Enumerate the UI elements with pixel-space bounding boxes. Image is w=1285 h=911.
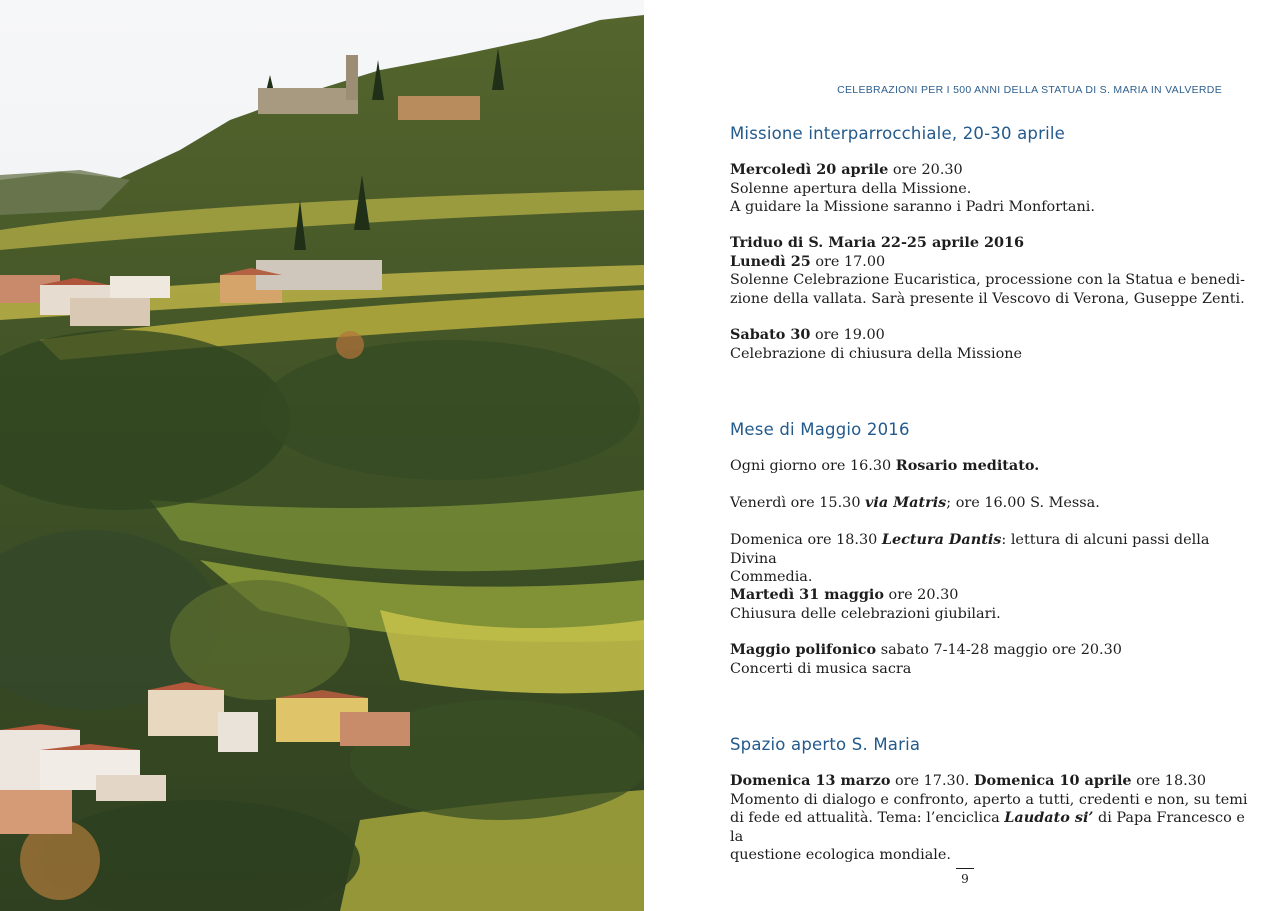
entry-text: A guidare la Missione saranno i Padri Monfortani. [730,199,1095,216]
lectura-dantis-label: Lectura Dantis [881,531,1002,548]
entry-text: Solenne apertura della Missione. [730,180,972,197]
entry-text: sabato 7-14-28 maggio ore 20.30 [876,642,1122,658]
maggio-entry-2 [730,494,1250,513]
missione-entry-1 [730,161,1250,217]
entry-text: Momento di dialogo e confronto, aperto a tutti, credenti e non, su temi [730,791,1248,808]
time-text: ore 20.30 [888,162,963,178]
entry-text: Venerdì ore 15.30 [730,495,866,511]
entry-text: Ogni giorno ore 16.30 [730,458,896,474]
section-title: Missione interparrocchiale, 20-30 aprile [730,124,1065,143]
entry-text: Celebrazione di chiusura della Missione [730,345,1023,362]
entry-text: : lettura di alcuni passi della Divina [730,532,1210,567]
entry-text: di Papa Francesco e la [730,810,1245,845]
section-spazio [730,735,920,754]
entry-text: Solenne Celebrazione Eucaristica, processione con la Statua e benedi- [730,272,1245,289]
missione-entry-3 [730,326,1250,363]
entry-text: ; ore 16.00 S. Messa. [946,495,1100,511]
maggio-entry-1 [730,457,1250,476]
date-label: Sabato 30 [730,326,811,343]
rosario-label: Rosario meditato. [895,457,1040,474]
date-label: Mercoledì 20 aprile [730,161,889,178]
missione-entry-2 [730,234,1250,308]
time-text: ore 20.30 [883,587,959,603]
section-maggio [730,420,910,439]
date-label: Martedì 31 maggio [730,586,884,603]
maggio-entry-4 [730,586,1250,623]
via-matris-label: via Matris [865,494,947,511]
running-header: CELEBRAZIONI PER I 500 ANNI DELLA STATUA DI S. MARIA IN VALVERDE [837,84,1222,96]
entry-text: di fede ed attualità. Tema: l’enciclica [730,810,1005,827]
entry-text: questione ecologica mondiale. [730,847,951,864]
entry-text: Domenica ore 18.30 [730,532,882,548]
laudato-si-label: Laudato si’ [1004,809,1094,827]
text-page [644,0,1285,911]
section-title: Mese di Maggio 2016 [730,420,910,439]
time-text: ore 17.30. [890,773,974,789]
entry-text: Concerti di musica sacra [730,660,912,677]
date-label: Domenica 10 aprile [974,772,1132,789]
time-text: ore 17.00 [810,253,886,270]
section-missione [730,124,1065,143]
date-label: Lunedì 25 [730,252,811,270]
page-number: 9 [956,868,974,886]
time-text: ore 18.30 [1131,773,1206,789]
entry-text: Commedia. [730,569,813,586]
maggio-entry-5 [730,641,1250,678]
section-title: Spazio aperto S. Maria [730,735,921,754]
maggio-entry-3 [730,531,1250,587]
entry-text: Chiusura delle celebrazioni giubilari. [730,605,1001,622]
date-label: Domenica 13 marzo [730,772,891,789]
maggio-polifonico-label: Maggio polifonico [730,641,877,658]
entry-text: zione della vallata. Sarà presente il Vescovo di Verona, Guseppe Zenti. [730,290,1245,307]
triduo-title: Triduo di S. Maria 22-25 aprile 2016 [730,234,1025,251]
spazio-entry [730,772,1250,865]
time-text: ore 19.00 [810,327,885,343]
